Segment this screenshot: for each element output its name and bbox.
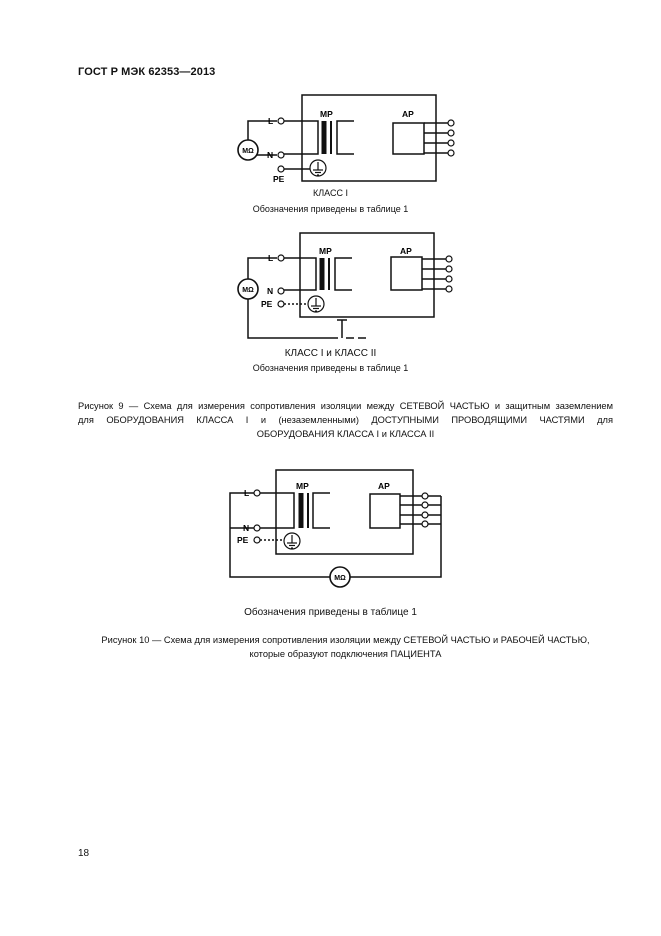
label-N: N [267, 150, 274, 160]
page-number: 18 [78, 848, 90, 859]
note-figure-10: Обозначения приведены в таблице 1 [244, 607, 417, 618]
diagram-class-1-and-2 [0, 220, 661, 350]
figure-9-caption-line: для ОБОРУДОВАНИЯ КЛАССА I и (незаземленными) ДОСТУПНЫМИ ПРОВОДЯЩИМИ ЧАСТЯМИ для [78, 415, 613, 425]
meter-label: MΩ [334, 575, 346, 582]
label-PE: PE [273, 174, 285, 184]
label-L: L [268, 253, 274, 263]
transformer-secondary-winding [337, 121, 354, 154]
subcaption-class-1: КЛАСС I [313, 188, 348, 198]
figure-10-caption-line: Рисунок 10 — Схема для измерения сопротивления изоляции между СЕТЕВОЙ ЧАСТЬЮ и РАБОЧЕЙ ЧАСТЬЮ, [101, 635, 590, 645]
terminal-L [278, 118, 284, 124]
label-PE: PE [261, 299, 273, 309]
document-header: ГОСТ Р МЭК 62353—2013 [78, 66, 216, 78]
applied-part-box [391, 257, 422, 290]
transformer-primary-winding [284, 121, 318, 154]
label-MP: MP [296, 481, 309, 491]
figure-9-caption-line: Рисунок 9 — Схема для измерения сопротивления изоляции между СЕТЕВОЙ ЧАСТЬЮ и защитным заземлением [78, 401, 613, 411]
label-N: N [243, 523, 250, 533]
diagram-figure-10 [0, 460, 661, 590]
note-class-1: Обозначения приведены в таблице 1 [252, 204, 409, 214]
label-PE: PE [237, 535, 249, 545]
note-class-1-and-2: Обозначения приведены в таблице 1 [252, 363, 409, 373]
figure-9-caption [78, 399, 613, 441]
label-MP: MP [320, 109, 333, 119]
meter-label: MΩ [242, 287, 254, 294]
applied-part-box [370, 494, 400, 528]
label-L: L [244, 488, 250, 498]
figure-9-caption-line: ОБОРУДОВАНИЯ КЛАССА I и КЛАССА II [256, 429, 435, 439]
label-AP: AP [400, 246, 412, 256]
label-N: N [267, 286, 274, 296]
terminal-PE [278, 166, 284, 172]
figure-10-caption-line: которые образуют подключения ПАЦИЕНТА [249, 649, 442, 659]
terminal-N [278, 152, 284, 158]
applied-part-box [393, 123, 424, 154]
label-L: L [268, 116, 274, 126]
meter-label: MΩ [242, 148, 254, 155]
label-AP: AP [402, 109, 414, 119]
label-MP: MP [319, 246, 332, 256]
figure-10-caption [78, 633, 613, 661]
label-AP: AP [378, 481, 390, 491]
diagram-class-1 [0, 0, 661, 200]
subcaption-class-1-and-2: КЛАСС I и КЛАСС II [284, 348, 377, 359]
